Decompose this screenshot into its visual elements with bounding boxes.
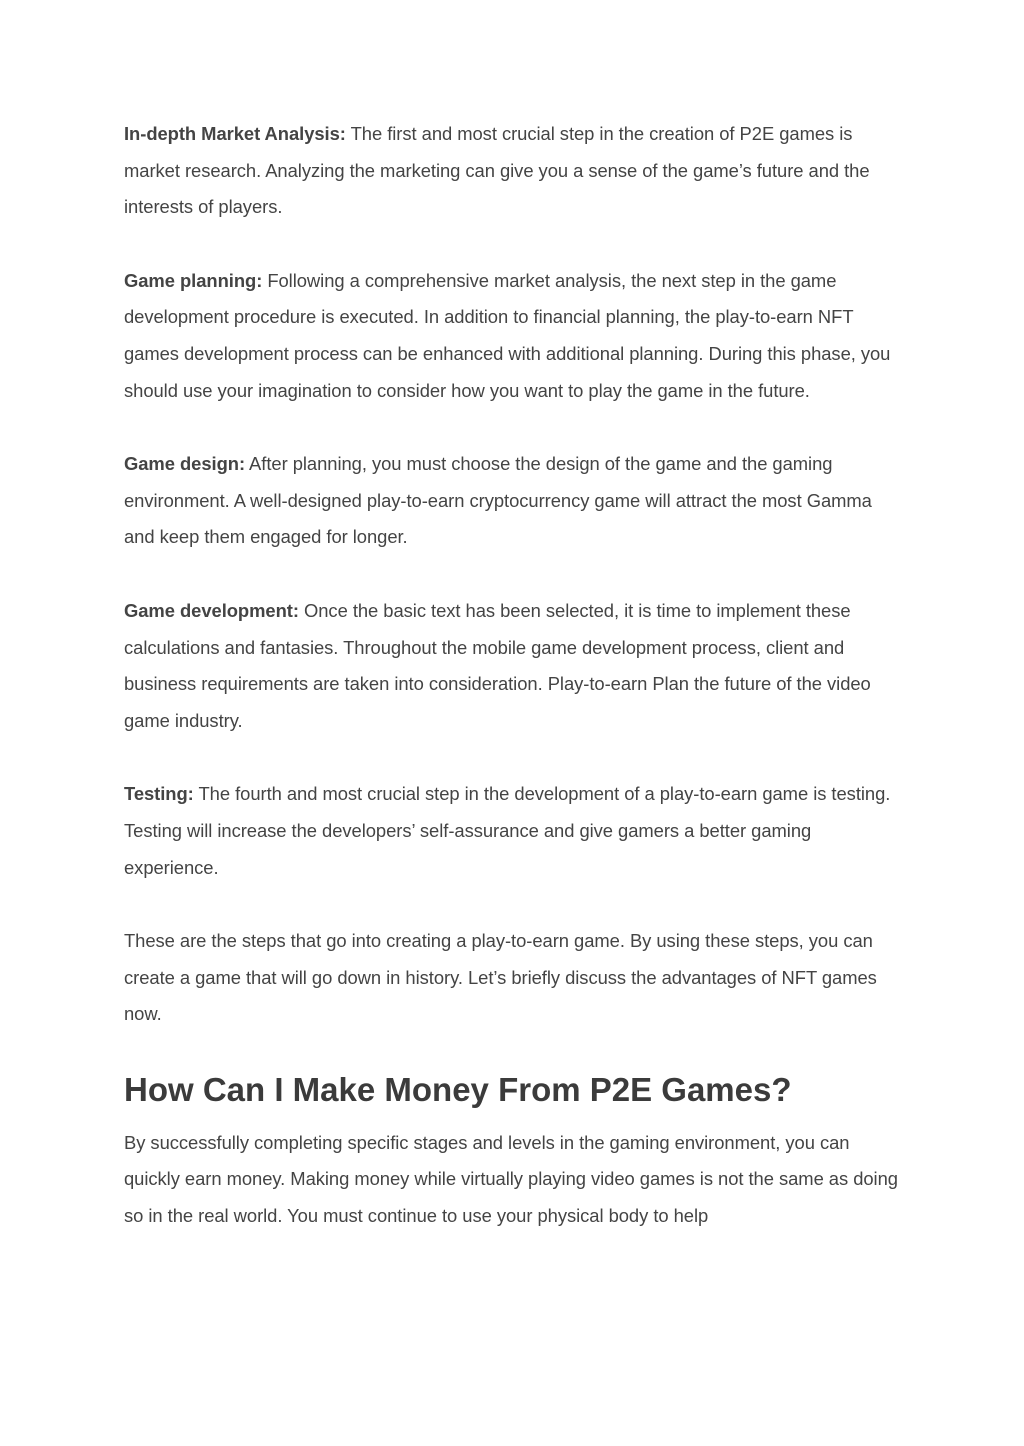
closing-paragraph: By successfully completing specific stages and levels in the gaming environment, you can quickly earn money. Making money while virtually playing video games is not the same as doing so in the real world. You must continue to use your physical body to help bbox=[124, 1131, 898, 1227]
market-analysis-lead: In-depth Market Analysis: bbox=[124, 123, 346, 144]
testing-lead: Testing: bbox=[124, 783, 194, 805]
game-development-text: Once the basic text has been selected, it is time to implement these calculations and fantasies. Throughout the mobile game development process, client and business requirements are taken into consideration. Play-to-earn Plan the future of the video game industry. bbox=[124, 599, 871, 731]
testing-paragraph bbox=[124, 776, 904, 886]
market-analysis-paragraph bbox=[124, 116, 904, 226]
market-analysis-text: The first and most crucial step in the creation of P2E games is market research. Analyzing the marketing can give you a sense of the game’s future and the interests of players. bbox=[124, 123, 870, 218]
testing-text: The fourth and most crucial step in the development of a play-to-earn game is testing. Testing will increase the developers’ self-assurance and give gamers a better gaming experience. bbox=[124, 783, 891, 878]
game-design-paragraph bbox=[124, 446, 904, 556]
game-design-lead: Game design: bbox=[124, 453, 246, 475]
game-development-lead: Game development: bbox=[124, 599, 299, 621]
game-development-paragraph bbox=[124, 593, 904, 739]
game-planning-paragraph bbox=[124, 263, 904, 409]
document-page bbox=[124, 116, 904, 1272]
game-planning-text: Following a comprehensive market analysis, the next step in the game development procedure is executed. In addition to financial planning, the play-to-earn NFT games development process can be enhanced with additional planning. During this phase, you should use your imagination to consider how you want to play the game in the future. bbox=[124, 269, 891, 401]
section-heading: How Can I Make Money From P2E Games? bbox=[124, 1070, 792, 1108]
game-design-text: After planning, you must choose the design of the game and the gaming environment. A well-designed play-to-earn cryptocurrency game will attract the most Gamma and keep them engaged for longer. bbox=[124, 453, 872, 548]
game-planning-lead: Game planning: bbox=[124, 269, 263, 291]
summary-paragraph: These are the steps that go into creating a play-to-earn game. By using these steps, you can create a game that will go down in history. Let’s briefly discuss the advantages of NFT games now. bbox=[124, 930, 877, 1025]
